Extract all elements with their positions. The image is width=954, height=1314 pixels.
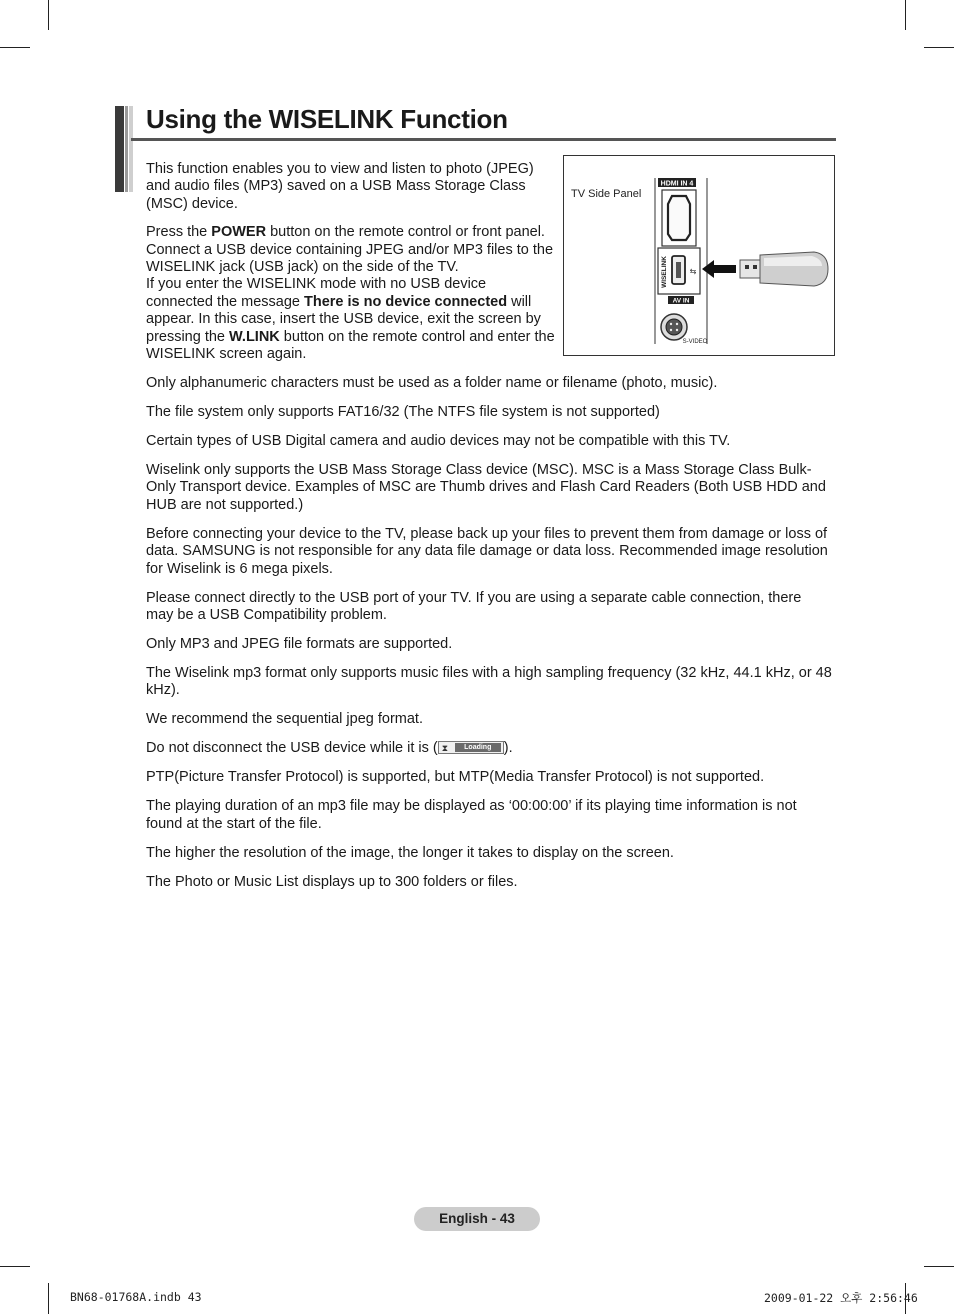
header-bars [115, 106, 133, 192]
note-paragraph: Please connect directly to the USB port of your TV. If you are using a separate cable connection, there may be a USB Compatibility problem. [146, 589, 802, 624]
print-filename: BN68-01768A.indb 43 [70, 1290, 202, 1304]
hdmi-label: HDMI IN 4 [660, 180, 694, 188]
hourglass-icon: ⧗ [441, 743, 449, 754]
av-in-label: AV IN [672, 297, 690, 305]
wiselink-label: WISELINK [661, 256, 668, 288]
svg-text:⇆: ⇆ [689, 267, 697, 276]
intro-paragraph: Press the POWER button on the remote control or front panel. [146, 224, 545, 241]
title-rule [131, 138, 836, 141]
crop-mark [0, 47, 30, 48]
loading-badge: ⧗ Loading [438, 741, 504, 754]
figure-label: TV Side Panel [571, 188, 642, 200]
crop-mark [48, 1283, 49, 1314]
note-paragraph: Wiselink only supports the USB Mass Storage Class device (MSC). MSC is a Mass Storage Class Bulk-Only Transport device. Examples of MSC are Thumb drives and Flash Card Readers (Both USB HDD and HUB are not supported.) [146, 462, 826, 513]
crop-mark [48, 0, 49, 30]
note-paragraph: Only MP3 and JPEG file formats are supported. [146, 636, 453, 653]
tv-side-panel-illustration [564, 156, 834, 355]
note-paragraph: Only alphanumeric characters must be used as a folder name or filename (photo, music). [146, 375, 718, 391]
s-video-label: S-VIDEO [682, 339, 708, 345]
note-paragraph: PTP(Picture Transfer Protocol) is supported, but MTP(Media Transfer Protocol) is not supported. [146, 769, 765, 786]
note-paragraph: The Wiselink mp3 format only supports music files with a high sampling frequency (32 kHz, 44.1 kHz, or 48 kHz). [146, 665, 832, 699]
notes-section [146, 375, 832, 903]
crop-mark [924, 1266, 954, 1267]
intro-paragraph: Connect a USB device containing JPEG and/or MP3 files to the WISELINK jack (USB jack) on the side of the TV. [146, 241, 554, 276]
crop-mark [0, 1266, 30, 1267]
note-paragraph: Do not disconnect the USB device while it is ( ⧗ Loading ). [146, 740, 513, 757]
crop-mark [924, 47, 954, 48]
intro-paragraph: If you enter the WISELINK mode with no USB device connected the message There is no device connected will appear. In this case, insert the USB device, exit the screen by pressing the W.LINK button on the remote control and enter the WISELINK screen again. [146, 276, 555, 363]
intro-paragraph: This function enables you to view and listen to photo (JPEG) and audio files (MP3) saved on a USB Mass Storage Class (MSC) device. [146, 161, 534, 212]
note-paragraph: Before connecting your device to the TV, please back up your files to prevent them from damage or loss of data. SAMSUNG is not responsible for any data file damage or data loss. Recommended image resolution for Wiselink is 6 mega pixels. [146, 525, 828, 577]
print-timestamp: 2009-01-22 오후 2:56:46 [764, 1291, 918, 1305]
note-paragraph: The higher the resolution of the image, the longer it takes to display on the screen. [146, 844, 674, 861]
intro-section [146, 161, 556, 374]
note-paragraph: We recommend the sequential jpeg format. [146, 711, 423, 728]
crop-mark [905, 0, 906, 30]
tv-side-panel-figure [563, 155, 835, 356]
page-title: Using the WISELINK Function [146, 104, 508, 134]
page-number: English - 43 [414, 1207, 540, 1231]
note-paragraph: The Photo or Music List displays up to 300 folders or files. [146, 873, 518, 890]
note-paragraph: The file system only supports FAT16/32 (The NTFS file system is not supported) [146, 404, 660, 420]
note-paragraph: The playing duration of an mp3 file may be displayed as ‘00:00:00’ if its playing time information is not found at the start of the file. [146, 798, 797, 832]
note-paragraph: Certain types of USB Digital camera and audio devices may not be compatible with this TV. [146, 433, 731, 449]
